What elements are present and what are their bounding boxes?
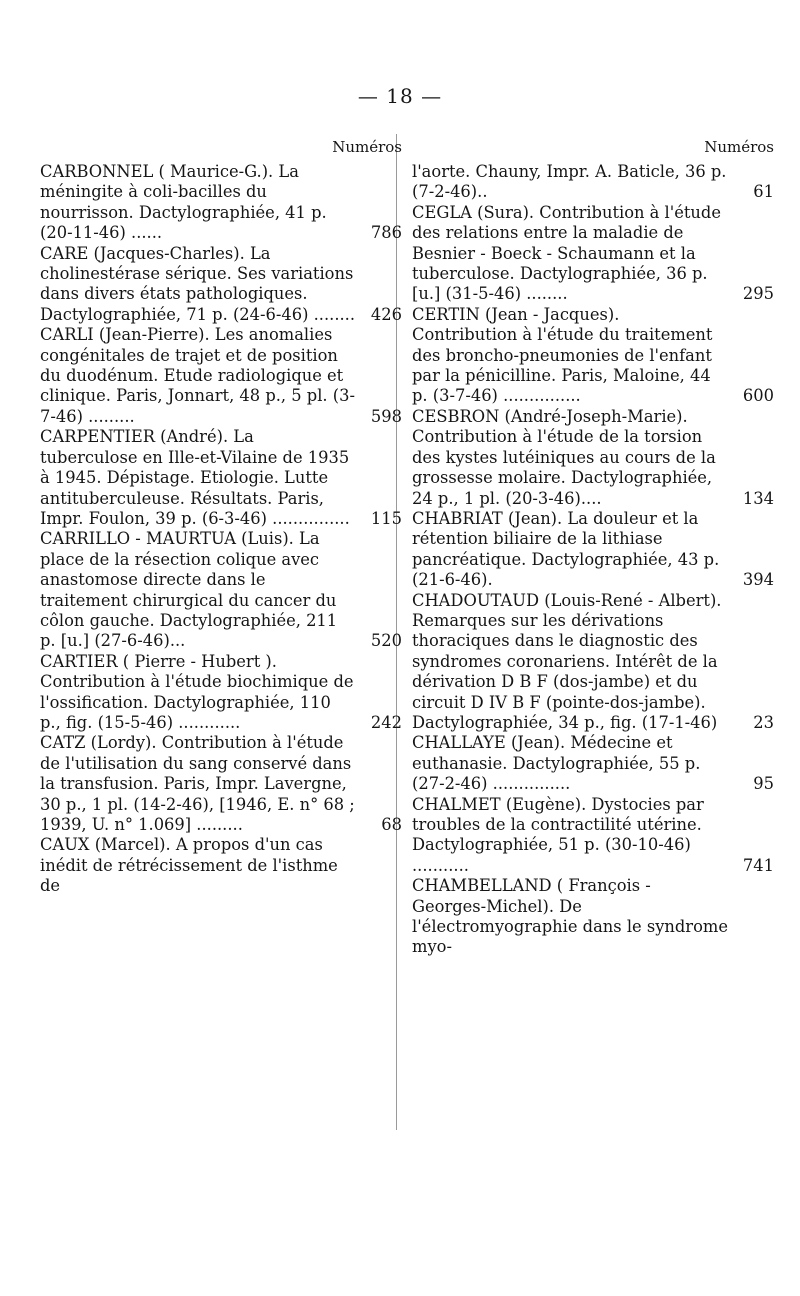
entry-number: 741 xyxy=(742,855,774,875)
entry-text: CARBONNEL ( Maurice-G.). La méningite à coli-bacilles du nourrisson. Dactylographiée, 41 p. (20-11-46) ...... xyxy=(40,162,327,243)
entry-text: CHALLAYE (Jean). Médecine et euthanasie. Dactylographiée, 55 p. (27-2-46) ............... xyxy=(412,733,701,794)
index-entry xyxy=(412,406,774,509)
index-entry xyxy=(40,651,402,734)
entry-number: 600 xyxy=(742,386,774,406)
index-entry xyxy=(40,162,402,244)
entry-text: CARPENTIER (André). La tuberculose en Ille-et-Vilaine de 1935 à 1945. Dépistage. Etiologie. Lutte antituberculeuse. Résultats. Paris, Impr. Foulon, 39 p. (6-3-46) ............... xyxy=(40,427,350,528)
entry-text: CATZ (Lordy). Contribution à l'étude de l'utilisation du sang conservé dans la transfusion. Paris, Impr. Lavergne, 30 p., 1 pl. (14-2-46), [1946, E. n° 68 ; 1939, U. n° 1.069] ......... xyxy=(40,733,355,834)
entry-text: CERTIN (Jean - Jacques). Contribution à l'étude du traitement des broncho-pneumonies de l'enfant par la pénicilline. Paris, Maloine, 44 p. (3-7-46) ............... xyxy=(412,304,713,406)
index-entry xyxy=(40,529,402,651)
index-entry xyxy=(412,590,774,734)
right-column xyxy=(412,138,774,958)
entry-text: l'aorte. Chauny, Impr. A. Baticle, 36 p. (7-2-46).. xyxy=(412,162,727,202)
entry-number: 786 xyxy=(370,223,402,243)
entry-number: 68 xyxy=(381,815,402,834)
index-entry xyxy=(40,325,402,427)
entry-text: CAUX (Marcel). A propos d'un cas inédit de rétrécissement de l'isthme de xyxy=(40,835,338,896)
index-entry xyxy=(40,733,402,835)
entry-number: 61 xyxy=(753,182,774,202)
entry-number: 426 xyxy=(370,304,402,324)
entry-text: CARTIER ( Pierre - Hubert ). Contribution à l'étude biochimique de l'ossification. Dactylographiée, 110 p., fig. (15-5-46) ............ xyxy=(40,651,354,732)
entry-text: CARLI (Jean-Pierre). Les anomalies congénitales de trajet et de position du duodénum. Etude radiologique et clinique. Paris, Jonnart, 48 p., 5 pl. (3-7-46) ......... xyxy=(40,325,355,426)
entry-number: 394 xyxy=(742,570,774,590)
left-column xyxy=(40,138,402,897)
index-entry xyxy=(412,794,774,877)
index-entry xyxy=(40,427,402,529)
index-entry xyxy=(412,733,774,794)
entry-number: 520 xyxy=(370,631,402,651)
entry-text: CHALMET (Eugène). Dystocies par troubles de la contractilité utérine. Dactylographiée, 51 p. (30-10-46) ........... xyxy=(412,794,704,875)
entry-number: 242 xyxy=(370,712,402,732)
right-column-heading: Numéros xyxy=(704,138,774,156)
entry-number: 115 xyxy=(370,508,402,528)
left-column-heading: Numéros xyxy=(332,138,402,156)
index-entry xyxy=(412,876,730,958)
entry-number: 598 xyxy=(370,406,402,426)
entry-number: 23 xyxy=(753,712,774,732)
index-entry xyxy=(412,508,774,591)
index-entry xyxy=(412,162,774,203)
entry-number: 295 xyxy=(742,284,774,304)
entry-number: 134 xyxy=(742,488,774,508)
page-number: — 18 — xyxy=(357,84,443,108)
entry-text: CHABRIAT (Jean). La douleur et la rétention biliaire de la lithiase pancréatique. Dactylographiée, 43 p. (21-6-46). xyxy=(412,508,720,590)
index-entry xyxy=(412,202,774,305)
entry-text: CHAMBELLAND ( François - Georges-Michel). De l'électromyographie dans le syndrome myo- xyxy=(412,876,728,957)
entry-text: CARRILLO - MAURTUA (Luis). La place de la résection colique avec anastomose directe dans le traitement chirurgical du cancer du côlon gauche. Dactylographiée, 211 p. [u.] (27-6-46)... xyxy=(40,529,338,651)
index-entry xyxy=(40,835,358,896)
index-entry xyxy=(412,304,774,407)
entry-text: CHADOUTAUD (Louis-René - Albert). Remarques sur les dérivations thoraciques dans le diagnostic des syndromes coronariens. Intérêt de la dérivation D B F (dos-jambe) et du circuit D IV B F (pointe-dos-jambe). Dactylographiée, 34 p., fig. (17-1-46) xyxy=(412,590,722,732)
entry-number: 95 xyxy=(753,774,774,794)
entry-text: CESBRON (André-Joseph-Marie). Contribution à l'étude de la torsion des kystes lutéiniques au cours de la grossesse molaire. Dactylographiée, 24 p., 1 pl. (20-3-46).... xyxy=(412,406,716,508)
entry-text: CARE (Jacques-Charles). La cholinestérase sérique. Ses variations dans divers états pathologiques. Dactylographiée, 71 p. (24-6-46) ........ xyxy=(40,243,356,324)
entry-text: CEGLA (Sura). Contribution à l'étude des relations entre la maladie de Besnier - Boeck - Schaumann et la tuberculose. Dactylographiée, 36 p. [u.] (31-5-46) ........ xyxy=(412,202,721,304)
index-entry xyxy=(40,243,402,326)
